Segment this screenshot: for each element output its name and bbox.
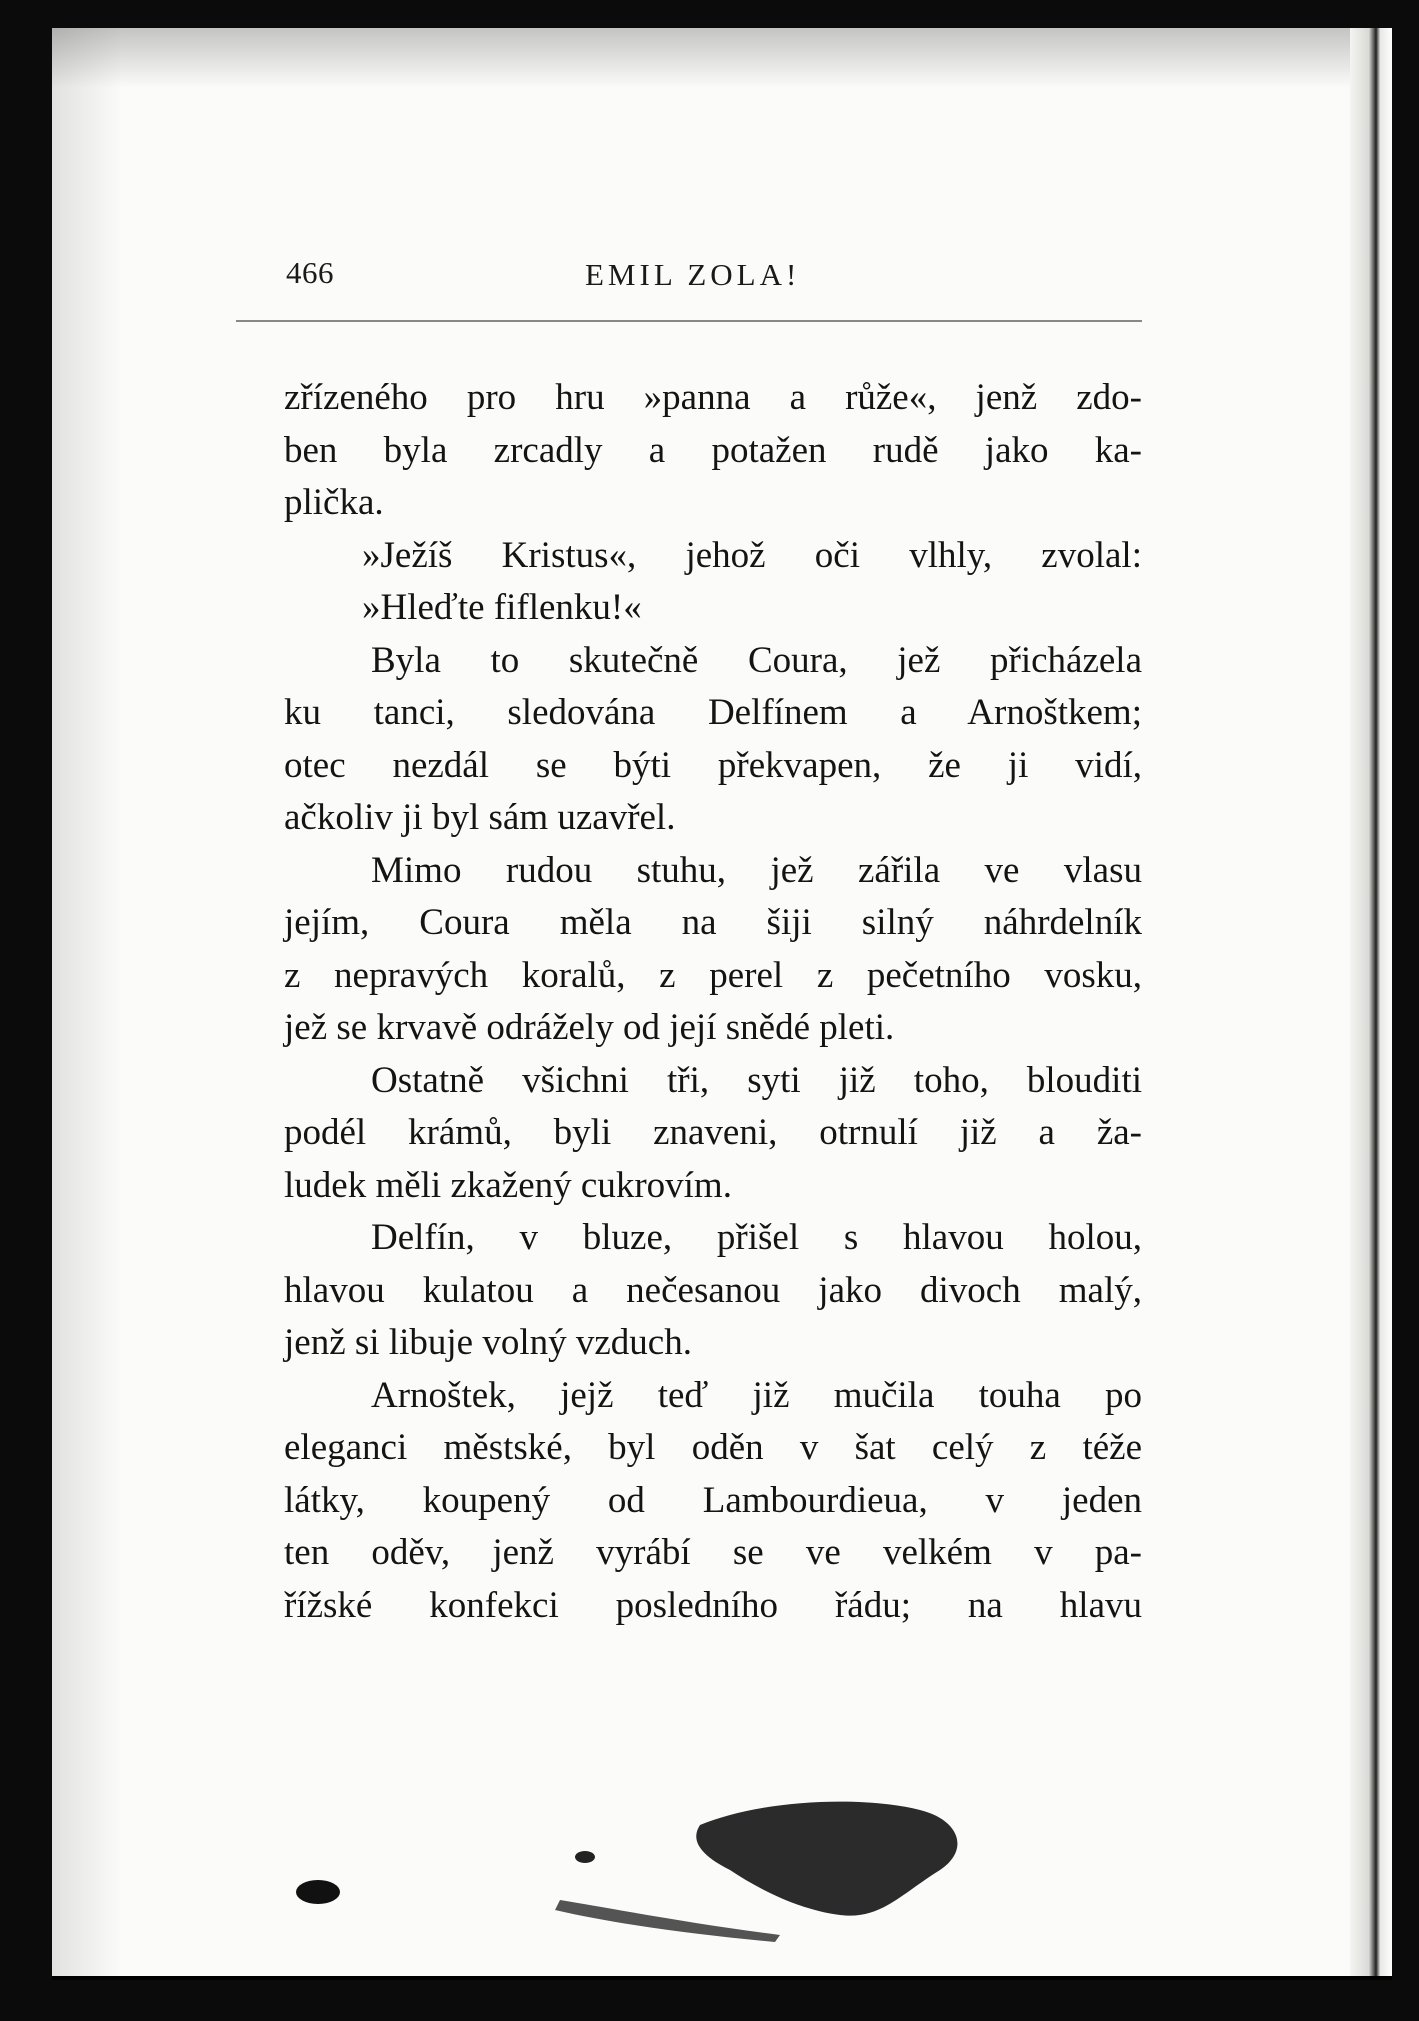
text-line: jež se krvavě odrážely od její snědé pleti. <box>284 1007 895 1048</box>
top-shadow <box>52 28 1392 88</box>
text-line: eleganci městské, byl oděn v šat celý z téže <box>284 1427 1142 1468</box>
text-line: »Hleďte fiflenku!« <box>362 587 642 628</box>
text-line: podél krámů, byli znaveni, otrnulí již a ža- <box>284 1112 1142 1153</box>
text-line: z nepravých koralů, z perel z pečetního vosku, <box>284 954 1142 996</box>
running-head: EMIL ZOLA! <box>585 257 801 292</box>
header-rule <box>236 320 1142 322</box>
text-line: plička. <box>284 482 384 523</box>
binding-edge <box>1350 28 1392 1978</box>
text-line: jejím, Coura měla na šiji silný náhrdelník <box>284 902 1142 943</box>
text-line: Ostatně všichni tři, syti již toho, blouditi <box>371 1059 1142 1101</box>
text-line: Arnoštek, jejž teď již mučila touha po <box>371 1374 1142 1416</box>
body-text <box>284 372 1142 1632</box>
text-line: Mimo rudou stuhu, jež zářila ve vlasu <box>371 849 1142 891</box>
page-header <box>238 255 1138 311</box>
text-line: ku tanci, sledována Delfínem a Arnoštkem; <box>284 692 1142 733</box>
text-line: ludek měli zkažený cukrovím. <box>284 1164 732 1206</box>
text-line: Byla to skutečně Coura, jež přicházela <box>371 639 1142 681</box>
text-line: řížské konfekci posledního řádu; na hlavu <box>284 1584 1142 1626</box>
text-line: otec nezdál se býti překvapen, že ji vidí, <box>284 744 1142 786</box>
text-line: ten oděv, jenž vyrábí se ve velkém v pa- <box>284 1532 1142 1573</box>
text-line: Delfín, v bluze, přišel s hlavou holou, <box>371 1217 1142 1258</box>
left-edge-shadow <box>52 28 122 1978</box>
text-line: ben byla zrcadly a potažen rudě jako ka- <box>284 429 1142 471</box>
text-line: hlavou kulatou a nečesanou jako divoch malý, <box>284 1269 1142 1311</box>
text-line: »Ježíš Kristus«, jehož oči vlhly, zvolal: <box>362 534 1142 576</box>
text-line: látky, koupený od Lambourdieua, v jeden <box>284 1479 1142 1521</box>
text-line: ačkoliv ji byl sám uzavřel. <box>284 797 676 838</box>
text-line: zřízeného pro hru »panna a růže«, jenž zdo- <box>284 377 1142 418</box>
page-number: 466 <box>286 255 334 290</box>
text-line: jenž si libuje volný vzduch. <box>284 1322 692 1363</box>
